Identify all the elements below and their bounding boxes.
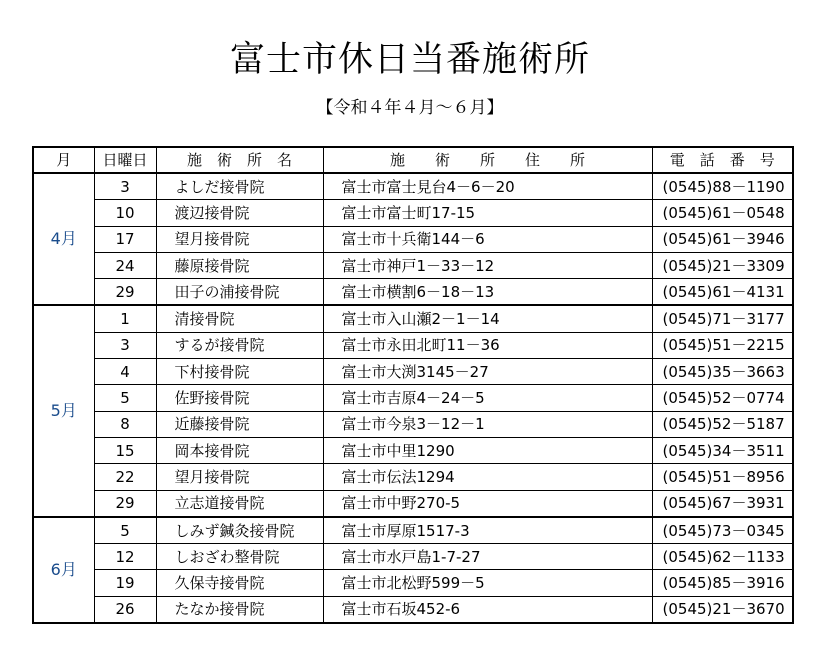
page-title: 富士市休日当番施術所 — [229, 40, 590, 80]
clinic-name-cell: しみず鍼灸接骨院 — [156, 517, 323, 544]
table-row — [33, 200, 793, 226]
clinic-name-cell: しおざわ整骨院 — [156, 544, 323, 570]
table-row — [33, 252, 793, 278]
clinic-name-cell: 望月接骨院 — [156, 464, 323, 490]
phone-cell: (0545)85－3916 — [652, 570, 793, 596]
phone-cell: (0545)21－3670 — [652, 596, 793, 623]
clinic-name-cell: 佐野接骨院 — [156, 385, 323, 411]
header-day: 日曜日 — [94, 147, 156, 173]
day-cell: 10 — [94, 200, 156, 226]
table-row — [33, 173, 793, 200]
address-cell: 富士市吉原4－24－5 — [323, 385, 652, 411]
phone-cell: (0545)88－1190 — [652, 173, 793, 200]
table-row — [33, 279, 793, 306]
clinic-name-cell: 藤原接骨院 — [156, 252, 323, 278]
day-cell: 29 — [94, 279, 156, 306]
address-cell: 富士市北松野599－5 — [323, 570, 652, 596]
day-cell: 5 — [94, 517, 156, 544]
phone-cell: (0545)67－3931 — [652, 490, 793, 517]
address-cell: 富士市厚原1517‐3 — [323, 517, 652, 544]
table-row — [33, 570, 793, 596]
day-cell: 26 — [94, 596, 156, 623]
phone-cell: (0545)61－0548 — [652, 200, 793, 226]
clinic-name-cell: 渡辺接骨院 — [156, 200, 323, 226]
phone-cell: (0545)52－5187 — [652, 411, 793, 437]
address-cell: 富士市大渕3145－27 — [323, 359, 652, 385]
month-cell: 5月 — [33, 305, 94, 516]
period-subtitle: 【令和４年４月～６月】 — [316, 98, 504, 118]
day-cell: 22 — [94, 464, 156, 490]
day-cell: 12 — [94, 544, 156, 570]
address-cell: 富士市中里1290 — [323, 437, 652, 463]
table-row — [33, 411, 793, 437]
address-cell: 富士市石坂452-6 — [323, 596, 652, 623]
address-cell: 富士市富士町17-15 — [323, 200, 652, 226]
address-cell: 富士市横割6－18－13 — [323, 279, 652, 306]
phone-cell: (0545)61－3946 — [652, 226, 793, 252]
address-cell: 富士市水戸島1‐7‐27 — [323, 544, 652, 570]
address-cell: 富士市富士見台4－6－20 — [323, 173, 652, 200]
clinic-name-cell: 望月接骨院 — [156, 226, 323, 252]
month-cell: 6月 — [33, 517, 94, 623]
day-cell: 5 — [94, 385, 156, 411]
day-cell: 17 — [94, 226, 156, 252]
clinic-name-cell: よしだ接骨院 — [156, 173, 323, 200]
phone-cell: (0545)52－0774 — [652, 385, 793, 411]
day-cell: 29 — [94, 490, 156, 517]
address-cell: 富士市今泉3－12－1 — [323, 411, 652, 437]
table-row — [33, 490, 793, 517]
table-row — [33, 596, 793, 623]
address-cell: 富士市入山瀬2－1－14 — [323, 305, 652, 332]
phone-cell: (0545)34－3511 — [652, 437, 793, 463]
phone-cell: (0545)71－3177 — [652, 305, 793, 332]
day-cell: 3 — [94, 173, 156, 200]
day-cell: 3 — [94, 332, 156, 358]
table-row — [33, 437, 793, 463]
day-cell: 15 — [94, 437, 156, 463]
header-address: 施 術 所 住 所 — [323, 147, 652, 173]
table-row — [33, 305, 793, 332]
day-cell: 1 — [94, 305, 156, 332]
address-cell: 富士市永田北町11－36 — [323, 332, 652, 358]
phone-cell: (0545)61－4131 — [652, 279, 793, 306]
day-cell: 19 — [94, 570, 156, 596]
table-row — [33, 464, 793, 490]
phone-cell: (0545)73－0345 — [652, 517, 793, 544]
address-cell: 富士市神戸1－33－12 — [323, 252, 652, 278]
table-row — [33, 385, 793, 411]
table-row — [33, 517, 793, 544]
clinic-name-cell: 岡本接骨院 — [156, 437, 323, 463]
header-month: 月 — [33, 147, 94, 173]
phone-cell: (0545)51－8956 — [652, 464, 793, 490]
header-phone: 電 話 番 号 — [652, 147, 793, 173]
clinic-name-cell: 久保寺接骨院 — [156, 570, 323, 596]
table-header-row — [33, 147, 793, 173]
day-cell: 8 — [94, 411, 156, 437]
phone-cell: (0545)21－3309 — [652, 252, 793, 278]
address-cell: 富士市伝法1294 — [323, 464, 652, 490]
phone-cell: (0545)35－3663 — [652, 359, 793, 385]
table-row — [33, 359, 793, 385]
table-row — [33, 544, 793, 570]
clinic-name-cell: たなか接骨院 — [156, 596, 323, 623]
phone-cell: (0545)62－1133 — [652, 544, 793, 570]
address-cell: 富士市十兵衛144－6 — [323, 226, 652, 252]
clinic-name-cell: 近藤接骨院 — [156, 411, 323, 437]
table-row — [33, 226, 793, 252]
schedule-table — [32, 146, 794, 624]
month-cell: 4月 — [33, 173, 94, 305]
table-row — [33, 332, 793, 358]
phone-cell: (0545)51－2215 — [652, 332, 793, 358]
header-name: 施 術 所 名 — [156, 147, 323, 173]
clinic-name-cell: 田子の浦接骨院 — [156, 279, 323, 306]
clinic-name-cell: 立志道接骨院 — [156, 490, 323, 517]
clinic-name-cell: 下村接骨院 — [156, 359, 323, 385]
table-body — [33, 173, 793, 623]
day-cell: 24 — [94, 252, 156, 278]
address-cell: 富士市中野270-5 — [323, 490, 652, 517]
clinic-name-cell: するが接骨院 — [156, 332, 323, 358]
clinic-name-cell: 清接骨院 — [156, 305, 323, 332]
day-cell: 4 — [94, 359, 156, 385]
